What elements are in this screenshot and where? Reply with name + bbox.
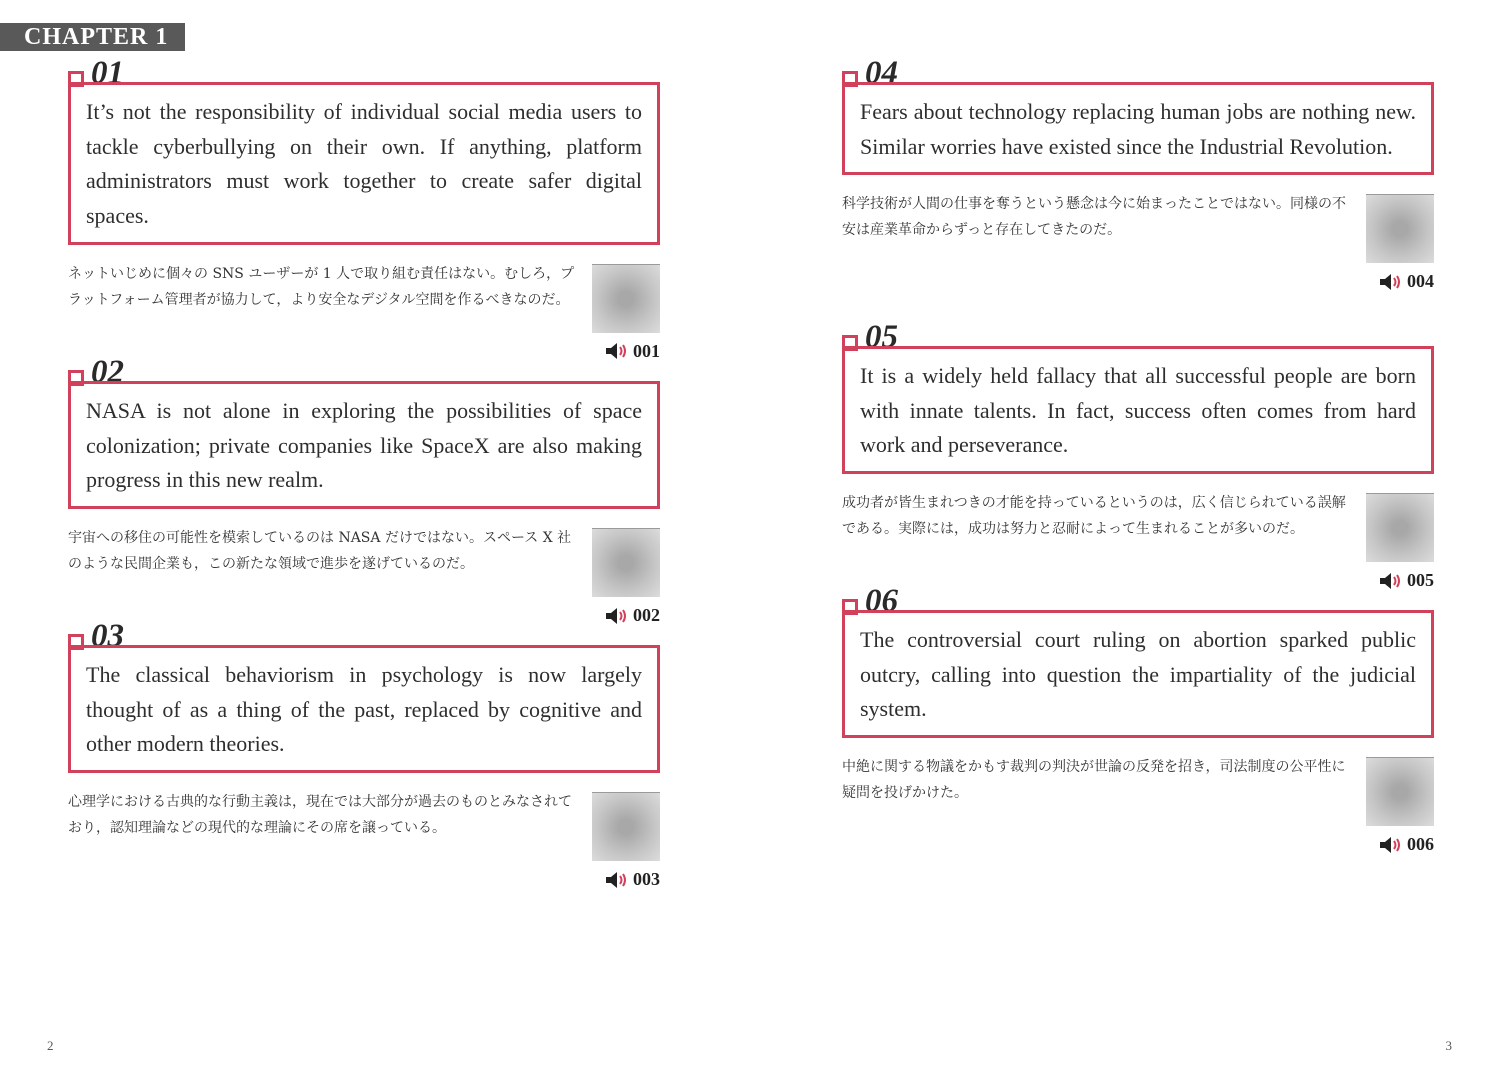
entry-number: 04 [865,55,898,91]
entry-number: 06 [865,583,898,619]
audio-track-number: 001 [633,340,660,361]
entry-number: 05 [865,319,898,355]
audio-thumbnail[interactable] [1366,194,1434,263]
speaker-icon [605,871,631,889]
entry-02 [68,354,660,626]
japanese-translation: 成功者が皆生まれつきの才能を持っているというのは，広く信じられている誤解である。実際には，成功は努力と忍耐によって生まれることが多いのだ。 [842,495,1346,538]
audio-thumbnail[interactable] [592,264,660,333]
english-sentence: NASA is not alone in exploring the possibilities of space colonization; private companies like SpaceX are also making progress in this new realm. [68,381,660,509]
speaker-icon [605,342,631,360]
japanese-translation: 中絶に関する物議をかもす裁判の判決が世論の反発を招き，司法制度の公平性に疑問を投げかけた。 [842,759,1346,802]
audio-track-button[interactable] [605,341,660,362]
audio-thumbnail[interactable] [1366,493,1434,562]
audio-track-button[interactable] [1379,834,1434,855]
speaker-icon [1379,836,1405,854]
chapter-label: CHAPTER 1 [0,23,185,51]
translation-row [842,490,1434,591]
entry-06 [842,583,1434,855]
audio-track-button[interactable] [1379,570,1434,591]
entry-03 [68,618,660,890]
english-sentence: The classical behaviorism in psychology is now largely thought of as a thing of the past, replaced by cognitive and other modern theories. [68,645,660,773]
speaker-icon [605,607,631,625]
translation-row [842,754,1434,855]
speaker-icon [1379,273,1405,291]
audio-track-button[interactable] [605,869,660,890]
audio-thumbnail[interactable] [592,528,660,597]
english-sentence: The controversial court ruling on abortion sparked public outcry, calling into question the impartiality of the judicial system. [842,610,1434,738]
entry-number: 01 [91,55,124,91]
japanese-translation: 科学技術が人間の仕事を奪うという懸念は今に始まったことではない。同様の不安は産業革命からずっと存在してきたのだ。 [842,196,1346,239]
page-number-left: 2 [47,1038,54,1053]
japanese-translation: ネットいじめに個々の SNS ユーザーが 1 人で取り組む責任はない。むしろ，プラットフォーム管理者が協力して，より安全なデジタル空間を作るべきなのだ。 [68,265,575,308]
audio-thumbnail[interactable] [592,792,660,861]
page-number-right: 3 [1445,1038,1452,1053]
speaker-icon [1379,572,1405,590]
translation-row [842,191,1434,292]
audio-track-number: 006 [1407,834,1434,855]
audio-track-button[interactable] [605,605,660,626]
entry-04 [842,55,1434,292]
translation-row [68,789,660,890]
audio-track-button[interactable] [1379,271,1434,292]
entry-number: 02 [91,354,124,390]
audio-track-number: 003 [633,869,660,890]
right-page [750,0,1500,1084]
translation-row [68,525,660,626]
audio-track-number: 005 [1407,570,1434,591]
english-sentence: It’s not the responsibility of individual social media users to tackle cyberbullying on their own. If anything, platform administrators must work together to create safer digital spaces. [68,82,660,245]
entry-05 [842,319,1434,591]
english-sentence: It is a widely held fallacy that all successful people are born with innate talents. In fact, success often comes from hard work and perseverance. [842,346,1434,474]
audio-thumbnail[interactable] [1366,757,1434,826]
japanese-translation: 宇宙への移住の可能性を模索しているのは NASA だけではない。スペース X 社のような民間企業も，この新たな領域で進歩を遂げているのだ。 [68,530,572,573]
english-sentence: Fears about technology replacing human jobs are nothing new. Similar worries have existed since the Industrial Revolution. [842,82,1434,175]
translation-row [68,261,660,361]
entry-01 [68,55,660,361]
audio-track-number: 002 [633,605,660,626]
japanese-translation: 心理学における古典的な行動主義は，現在では大部分が過去のものとみなされており，認知理論などの現代的な理論にその席を譲っている。 [68,794,572,837]
entry-number: 03 [91,618,124,654]
audio-track-number: 004 [1407,271,1434,292]
